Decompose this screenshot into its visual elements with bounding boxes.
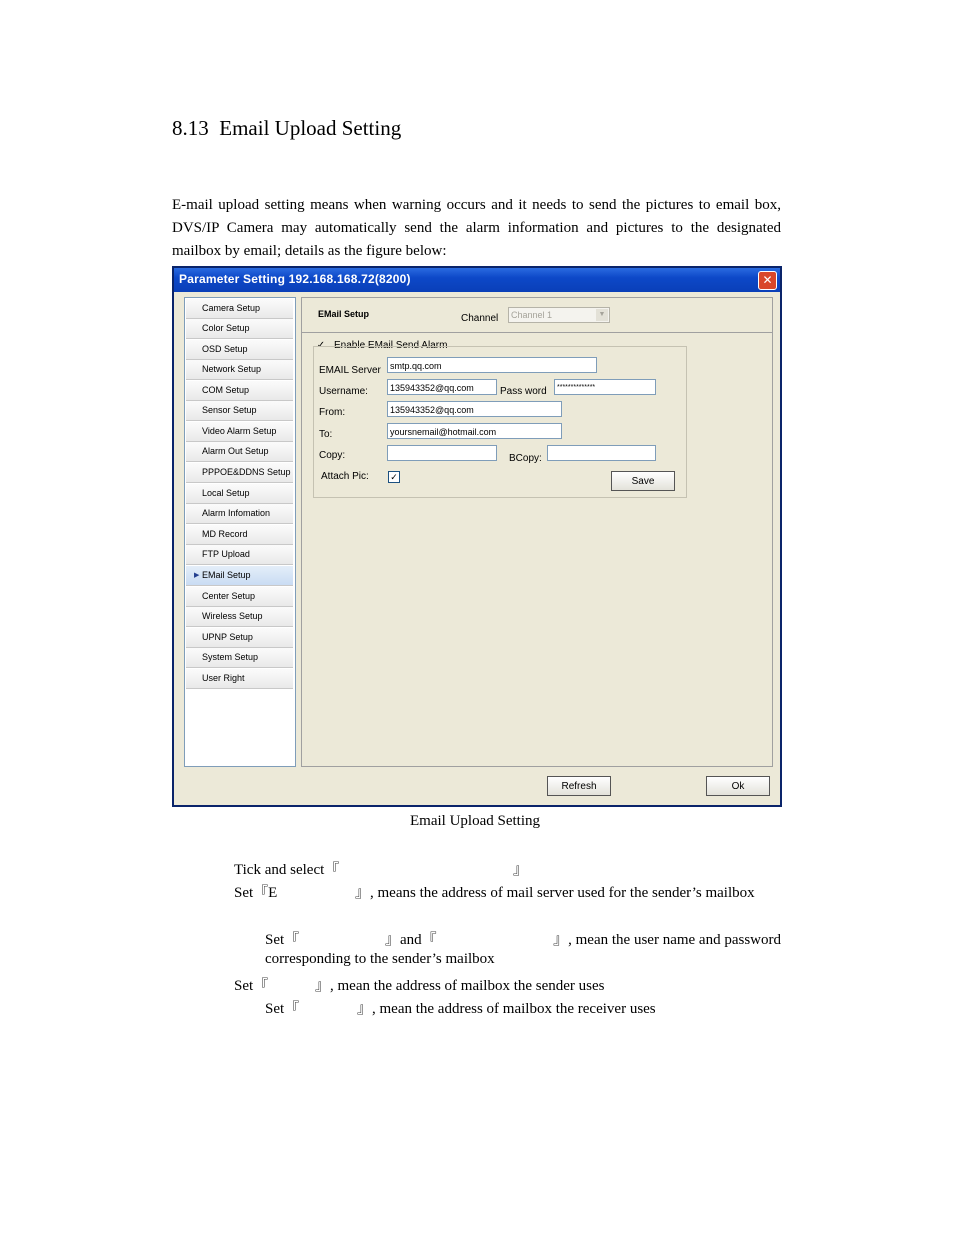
nav-item-label: Sensor Setup xyxy=(202,405,257,415)
enable-email-checkbox[interactable]: ✓ xyxy=(316,340,326,351)
attach-pic-checkbox[interactable]: ✓ xyxy=(388,471,400,483)
nav-item-pppoe-ddns-setup[interactable] xyxy=(186,463,293,483)
nav-item-md-record[interactable] xyxy=(186,525,293,545)
section-heading xyxy=(172,116,401,141)
ok-button[interactable]: Ok xyxy=(706,776,770,796)
nav-item-email-setup[interactable] xyxy=(186,566,293,586)
email-setup-panel xyxy=(301,297,773,767)
attach-pic-label: Attach Pic: xyxy=(321,471,369,482)
nav-item-ftp-upload[interactable] xyxy=(186,545,293,565)
copy-input[interactable] xyxy=(387,445,497,461)
section-number: 8.13 xyxy=(172,116,209,140)
nav-item-label: COM Setup xyxy=(202,385,250,395)
nav-item-label: UPNP Setup xyxy=(202,632,253,642)
from-input[interactable]: 135943352@qq.com xyxy=(387,401,562,417)
instruction-text: Tick and select『 xyxy=(234,862,340,878)
nav-item-label: Network Setup xyxy=(202,364,262,374)
nav-item-label: Camera Setup xyxy=(202,303,261,313)
intro-line: DVS/IP Camera may automatically send the alarm information and pictures to the designated xyxy=(172,220,781,236)
channel-select[interactable] xyxy=(508,307,610,323)
nav-item-user-right[interactable] xyxy=(186,669,293,689)
nav-item-center-setup[interactable] xyxy=(186,587,293,607)
nav-item-sensor-setup[interactable] xyxy=(186,401,293,421)
selected-arrow-icon: ▶ xyxy=(194,572,200,579)
nav-item-label: Wireless Setup xyxy=(202,611,263,621)
nav-item-com-setup[interactable] xyxy=(186,381,293,401)
instruction-user-end: 』, mean the user name and password xyxy=(553,932,781,948)
intro-line: mailbox by email; details as the figure below: xyxy=(172,243,447,259)
instruction-to: Set『 xyxy=(265,1001,300,1017)
nav-item-alarm-information[interactable] xyxy=(186,504,293,524)
nav-item-camera-setup[interactable] xyxy=(186,299,293,319)
panel-header xyxy=(302,298,772,333)
nav-item-label: Center Setup xyxy=(202,591,256,601)
instruction-to-end: 』, mean the address of mailbox the receiver uses xyxy=(357,1001,656,1017)
nav-item-wireless-setup[interactable] xyxy=(186,607,293,627)
enable-email-label: Enable EMail Send Alarm xyxy=(334,340,448,351)
nav-item-label: Video Alarm Setup xyxy=(202,426,277,436)
instruction-from: Set『 xyxy=(234,978,269,994)
copy-label: Copy: xyxy=(319,450,346,461)
instruction-server-end: 』, means the address of mail server used for the sender’s mailbox xyxy=(355,885,755,901)
figure-caption: Email Upload Setting xyxy=(410,813,540,829)
instruction-tick xyxy=(234,858,339,879)
chevron-down-icon[interactable]: ▼ xyxy=(596,309,608,321)
nav-item-label: Color Setup xyxy=(202,323,250,333)
nav-item-color-setup[interactable] xyxy=(186,319,293,339)
username-label: Username: xyxy=(319,386,368,397)
nav-item-system-setup[interactable] xyxy=(186,648,293,668)
password-input[interactable]: ************** xyxy=(554,379,656,395)
nav-item-alarm-out-setup[interactable] xyxy=(186,442,293,462)
nav-item-video-alarm-setup[interactable] xyxy=(186,422,293,442)
intro-line: E-mail upload setting means when warning occurs and it needs to send the pictures to email box, xyxy=(172,197,781,213)
save-button[interactable]: Save xyxy=(611,471,675,491)
nav-item-label: Alarm Infomation xyxy=(202,508,271,518)
nav-item-label: MD Record xyxy=(202,529,248,539)
dialog-title: Parameter Setting 192.168.168.72(8200) xyxy=(179,272,411,286)
instruction-user-start: Set『 xyxy=(265,932,300,948)
username-input[interactable]: 135943352@qq.com xyxy=(387,379,497,395)
to-input[interactable]: yoursnemail@hotmail.com xyxy=(387,423,562,439)
nav-item-label: User Right xyxy=(202,673,245,683)
instruction-user-line2: corresponding to the sender’s mailbox xyxy=(265,951,495,967)
channel-label: Channel xyxy=(461,313,499,324)
instruction-tick-end: 』 xyxy=(513,862,529,878)
refresh-button[interactable]: Refresh xyxy=(547,776,611,796)
nav-item-local-setup[interactable] xyxy=(186,484,293,504)
bcopy-input[interactable] xyxy=(547,445,656,461)
nav-item-osd-setup[interactable] xyxy=(186,340,293,360)
password-label: Pass word xyxy=(500,386,547,397)
intro-paragraph xyxy=(172,194,781,263)
channel-value: Channel 1 xyxy=(511,310,553,320)
nav-item-label: Alarm Out Setup xyxy=(202,446,269,456)
instruction-from-end: 』, mean the address of mailbox the sender uses xyxy=(315,978,605,994)
nav-item-label: EMail Setup xyxy=(202,570,251,580)
from-label: From: xyxy=(319,407,346,418)
nav-item-label: PPPOE&DDNS Setup xyxy=(202,467,291,477)
nav-item-label: FTP Upload xyxy=(202,549,250,559)
bcopy-label: BCopy: xyxy=(509,453,542,464)
nav-item-network-setup[interactable] xyxy=(186,360,293,380)
parameter-setting-dialog xyxy=(172,266,782,807)
nav-item-label: Local Setup xyxy=(202,488,250,498)
instruction-user-mid: 』and『 xyxy=(385,932,437,948)
to-label: To: xyxy=(319,429,333,440)
section-title: Email Upload Setting xyxy=(219,116,402,140)
nav-item-upnp-setup[interactable] xyxy=(186,628,293,648)
nav-item-label: OSD Setup xyxy=(202,344,248,354)
email-server-label: EMAIL Server xyxy=(319,365,381,376)
nav-item-label: System Setup xyxy=(202,652,259,662)
close-button[interactable]: ✕ xyxy=(758,271,777,290)
title-bar[interactable] xyxy=(174,268,780,292)
instruction-server: Set『E xyxy=(234,885,278,901)
setup-nav-list xyxy=(184,297,296,767)
email-server-input[interactable]: smtp.qq.com xyxy=(387,357,597,373)
panel-title: EMail Setup xyxy=(318,309,370,319)
